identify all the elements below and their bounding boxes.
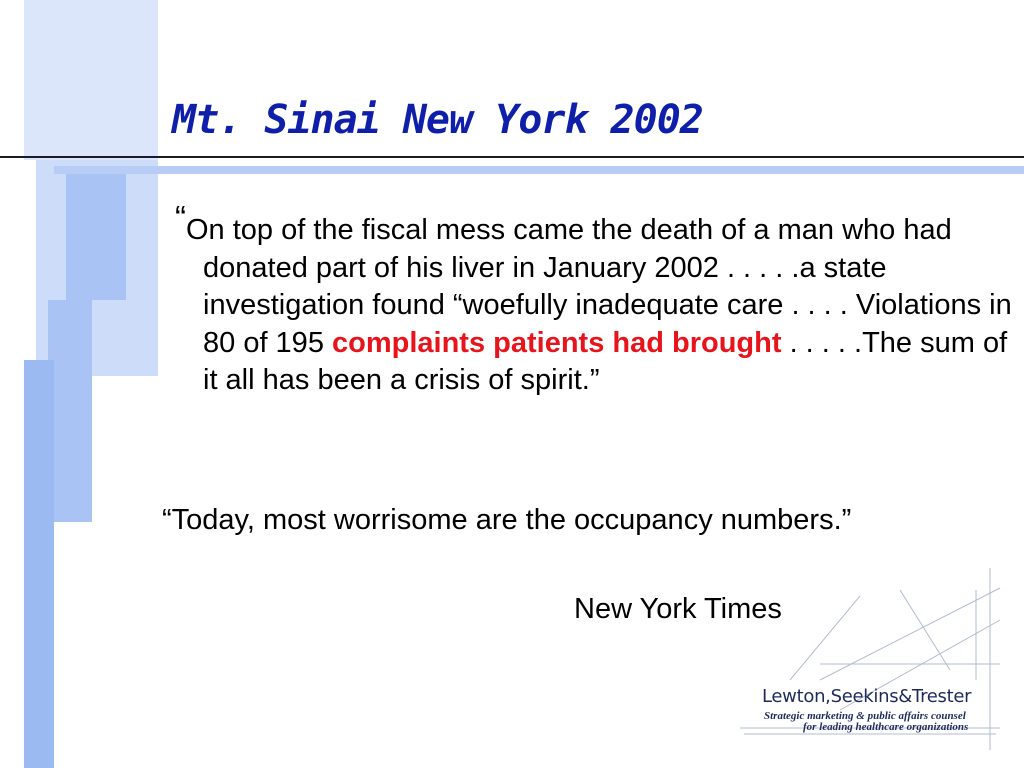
open-quote-mark: “ [175, 199, 186, 236]
quote-text-part1: On top of the fiscal mess came the death of a man who had donated part of his liver in January 2002 . . . . .a state investigation found “woefully inadequate care . . . . Violations in 80 of 195 [186, 214, 1012, 359]
main-quote [168, 199, 1023, 400]
title-rule-band [54, 166, 1024, 174]
title-rule [0, 156, 1024, 158]
quote-highlight: complaints patients had brought [332, 326, 782, 359]
slide-title: Mt. Sinai New York 2002 [172, 97, 703, 143]
quote-text-part2: . . . . .The sum of it all has been a crisis of spirit.” [203, 326, 1008, 396]
company-tagline-line1: Strategic marketing & public affairs counsel [764, 710, 966, 722]
occupancy-quote: “Today, most worrisome are the occupancy numbers.” [162, 504, 852, 536]
decor-bar [24, 360, 54, 768]
decor-bar [48, 300, 92, 522]
quote-source: New York Times [574, 593, 782, 625]
decor-bar [66, 170, 126, 300]
decor-bar [24, 0, 158, 160]
company-tagline-line2: for leading healthcare organizations [803, 721, 969, 733]
company-logo-name: Lewton,Seekins&Trester [762, 686, 972, 707]
